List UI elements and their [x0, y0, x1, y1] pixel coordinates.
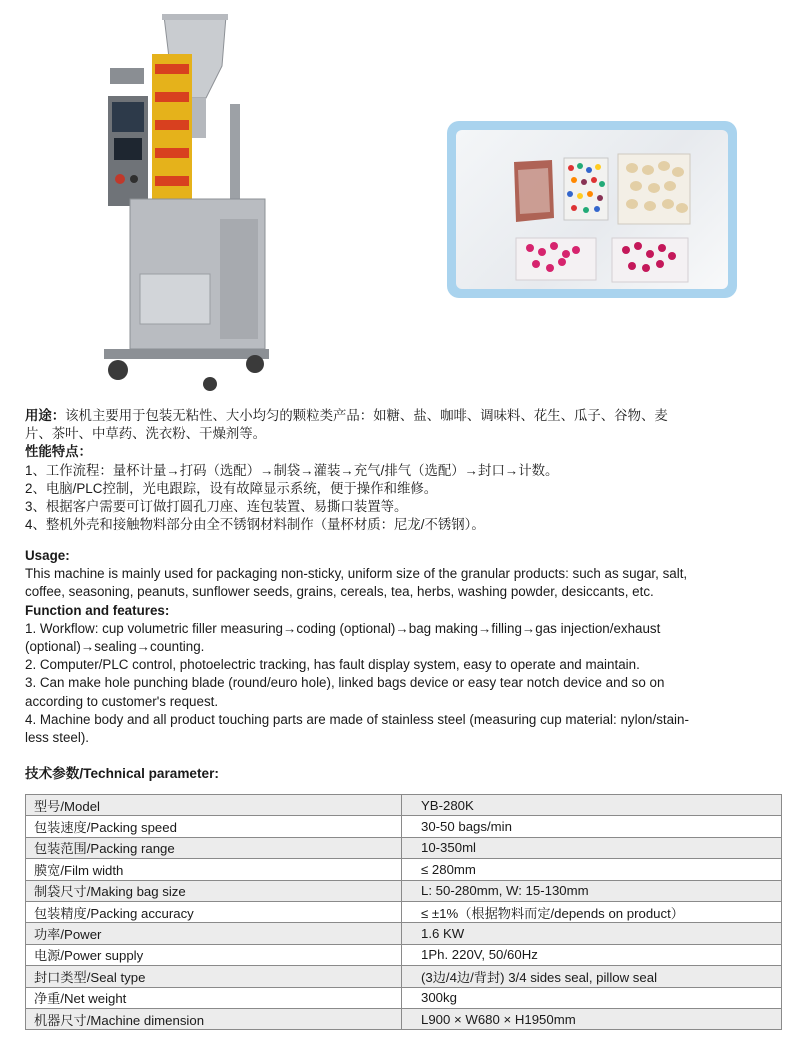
param-name: 制袋尺寸/Making bag size: [26, 880, 402, 901]
zh-usage-line-1: [25, 407, 785, 425]
table-row: [26, 944, 782, 965]
en-usage-label: Usage:: [25, 548, 70, 563]
en-feature-line-2: (optional)→sealing→counting.: [25, 639, 205, 655]
param-name: 包装范围/Packing range: [26, 837, 402, 858]
param-name: 膜宽/Film width: [26, 859, 402, 880]
zh-feature-4: 4、整机外壳和接触物料部分由全不锈钢材料制作（量杯材质：尼龙/不锈钢）。: [25, 517, 485, 533]
param-value: L900 × W680 × H1950mm: [402, 1008, 782, 1029]
table-row: [26, 837, 782, 858]
english-description: [25, 547, 785, 747]
param-name: 包装精度/Packing accuracy: [26, 901, 402, 922]
en-features-label: Function and features:: [25, 602, 170, 618]
en-feature-line-6: 4. Machine body and all product touching parts are made of stainless steel (measuring cup material: nylon/stain-: [25, 711, 689, 727]
param-value: YB-280K: [402, 795, 782, 816]
zh-features-label: 性能特点：: [25, 444, 92, 460]
packing-machine-image: [100, 14, 275, 392]
param-value: 1.6 KW: [402, 923, 782, 944]
zh-usage-label: 用途：: [25, 408, 66, 423]
param-value: 300kg: [402, 987, 782, 1008]
en-usage-line-2: coffee, seasoning, peanuts, sunflower seeds, grains, cereals, tea, herbs, washing powder, desiccants, etc.: [25, 584, 654, 600]
param-name: 电源/Power supply: [26, 944, 402, 965]
zh-feature-1: 1、工作流程：量杯计量→打码（选配）→制袋→灌装→充气/排气（选配）→封口→计数。: [25, 462, 559, 478]
zh-usage-line-2: 片、茶叶、中草药、洗衣粉、干燥剂等。: [25, 426, 267, 442]
table-row: [26, 901, 782, 922]
en-usage-line-1: This machine is mainly used for packaging non-sticky, uniform size of the granular products: such as sugar, salt,: [25, 566, 688, 582]
en-feature-line-5: according to customer's request.: [25, 693, 219, 709]
en-feature-line-7: less steel).: [25, 730, 89, 746]
chinese-description: [25, 407, 785, 534]
param-name: 净重/Net weight: [26, 987, 402, 1008]
zh-feature-3: 3、根据客户需要可订做打圆孔刀座、连包装置、易撕口装置等。: [25, 499, 408, 515]
param-value: 10-350ml: [402, 837, 782, 858]
param-value: ≤ 280mm: [402, 859, 782, 880]
table-row: [26, 880, 782, 901]
sample-products-image: [447, 121, 737, 298]
table-row: [26, 795, 782, 816]
table-row: [26, 859, 782, 880]
param-name: 机器尺寸/Machine dimension: [26, 1008, 402, 1029]
zh-feature-2: 2、电脑/PLC控制，光电跟踪，设有故障显示系统，便于操作和维修。: [25, 480, 438, 496]
en-feature-line-3: 2. Computer/PLC control, photoelectric tracking, has fault display system, easy to operate and maintain.: [25, 657, 640, 673]
param-value: L: 50-280mm, W: 15-130mm: [402, 880, 782, 901]
en-feature-line-4: 3. Can make hole punching blade (round/euro hole), linked bags device or easy tear notch device and so on: [25, 675, 665, 691]
table-row: [26, 816, 782, 837]
table-row: [26, 923, 782, 944]
param-name: 功率/Power: [26, 923, 402, 944]
table-row: [26, 987, 782, 1008]
technical-parameter-title: 技术参数/Technical parameter:: [25, 766, 219, 781]
param-name: 封口类型/Seal type: [26, 966, 402, 987]
table-row: [26, 966, 782, 987]
param-name: 型号/Model: [26, 795, 402, 816]
zh-usage-text-1: 该机主要用于包装无粘性、大小均匀的颗粒类产品：如糖、盐、咖啡、调味料、花生、瓜子、谷物、麦: [65, 408, 668, 423]
sample-bags-drawing: [456, 130, 728, 289]
param-value: ≤ ±1%（根据物料而定/depends on product）: [402, 901, 782, 922]
technical-parameter-table: [25, 794, 782, 1030]
param-name: 包装速度/Packing speed: [26, 816, 402, 837]
table-row: [26, 1008, 782, 1029]
param-value: 30-50 bags/min: [402, 816, 782, 837]
param-value: (3边/4边/背封) 3/4 sides seal, pillow seal: [402, 966, 782, 987]
en-feature-line-1: 1. Workflow: cup volumetric filler measuring→coding (optional)→bag making→filling→gas injection/exhaust: [25, 620, 661, 636]
param-value: 1Ph. 220V, 50/60Hz: [402, 944, 782, 965]
